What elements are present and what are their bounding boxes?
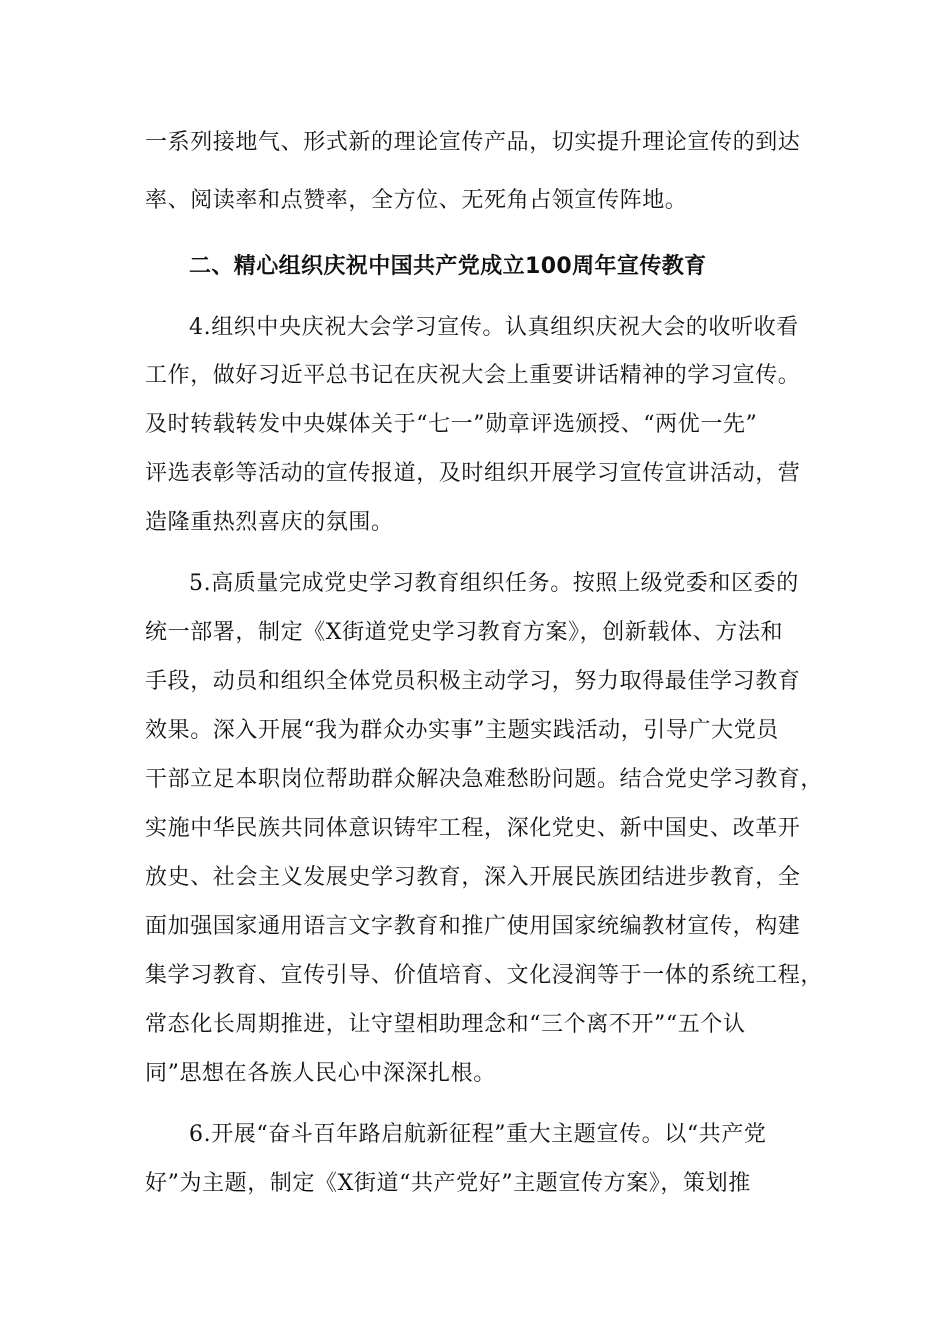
paragraph-line: 及时转载转发中央媒体关于“七一”勋章评选颁授、“两优一先”	[145, 412, 758, 437]
paragraph-line: 实施中华民族共同体意识铸牢工程，深化党史、新中国史、改革开	[145, 816, 801, 841]
paragraph-line: 好”为主题，制定《X街道“共产党好”主题宣传方案》，策划推	[145, 1171, 751, 1196]
paragraph-line: 工作，做好习近平总书记在庆祝大会上重要讲话精神的学习宣传。	[145, 363, 801, 388]
paragraph-line: 统一部署，制定《X街道党史学习教育方案》，创新载体、方法和	[145, 620, 784, 645]
paragraph-line: 评选表彰等活动的宣传报道，及时组织开展学习宣传宣讲活动，营	[145, 461, 801, 486]
paragraph-line: 造隆重热烈喜庆的氛围。	[145, 510, 394, 535]
paragraph-line: 干部立足本职岗位帮助群众解决急难愁盼问题。结合党史学习教育，	[145, 767, 824, 792]
section-heading: 二、精心组织庆祝中国共产党成立100周年宣传教育	[189, 254, 707, 279]
paragraph-line: 放史、社会主义发展史学习教育，深入开展民族团结进步教育，全	[145, 865, 801, 890]
paragraph-line: 同”思想在各族人民心中深深扎根。	[145, 1061, 496, 1086]
paragraph-line: 效果。深入开展“我为群众办实事”主题实践活动，引导广大党员	[145, 718, 779, 743]
paragraph-line: 手段，动员和组织全体党员积极主动学习，努力取得最佳学习教育	[145, 669, 801, 694]
paragraph-line: 一系列接地气、形式新的理论宣传产品，切实提升理论宣传的到达	[145, 130, 801, 155]
paragraph-line: 率、阅读率和点赞率，全方位、无死角占领宣传阵地。	[145, 188, 688, 213]
paragraph-line: 集学习教育、宣传引导、价值培育、文化浸润等于一体的系统工程，	[145, 963, 824, 988]
paragraph-line: 5.高质量完成党史学习教育组织任务。按照上级党委和区委的	[189, 571, 799, 596]
paragraph-line: 常态化长周期推进，让守望相助理念和“三个离不开”“五个认	[145, 1012, 746, 1037]
paragraph-line: 6.开展“奋斗百年路启航新征程”重大主题宣传。以“共产党	[189, 1122, 767, 1147]
paragraph-line: 面加强国家通用语言文字教育和推广使用国家统编教材宣传，构建	[145, 914, 801, 939]
paragraph-line: 4.组织中央庆祝大会学习宣传。认真组织庆祝大会的收听收看	[189, 315, 799, 340]
